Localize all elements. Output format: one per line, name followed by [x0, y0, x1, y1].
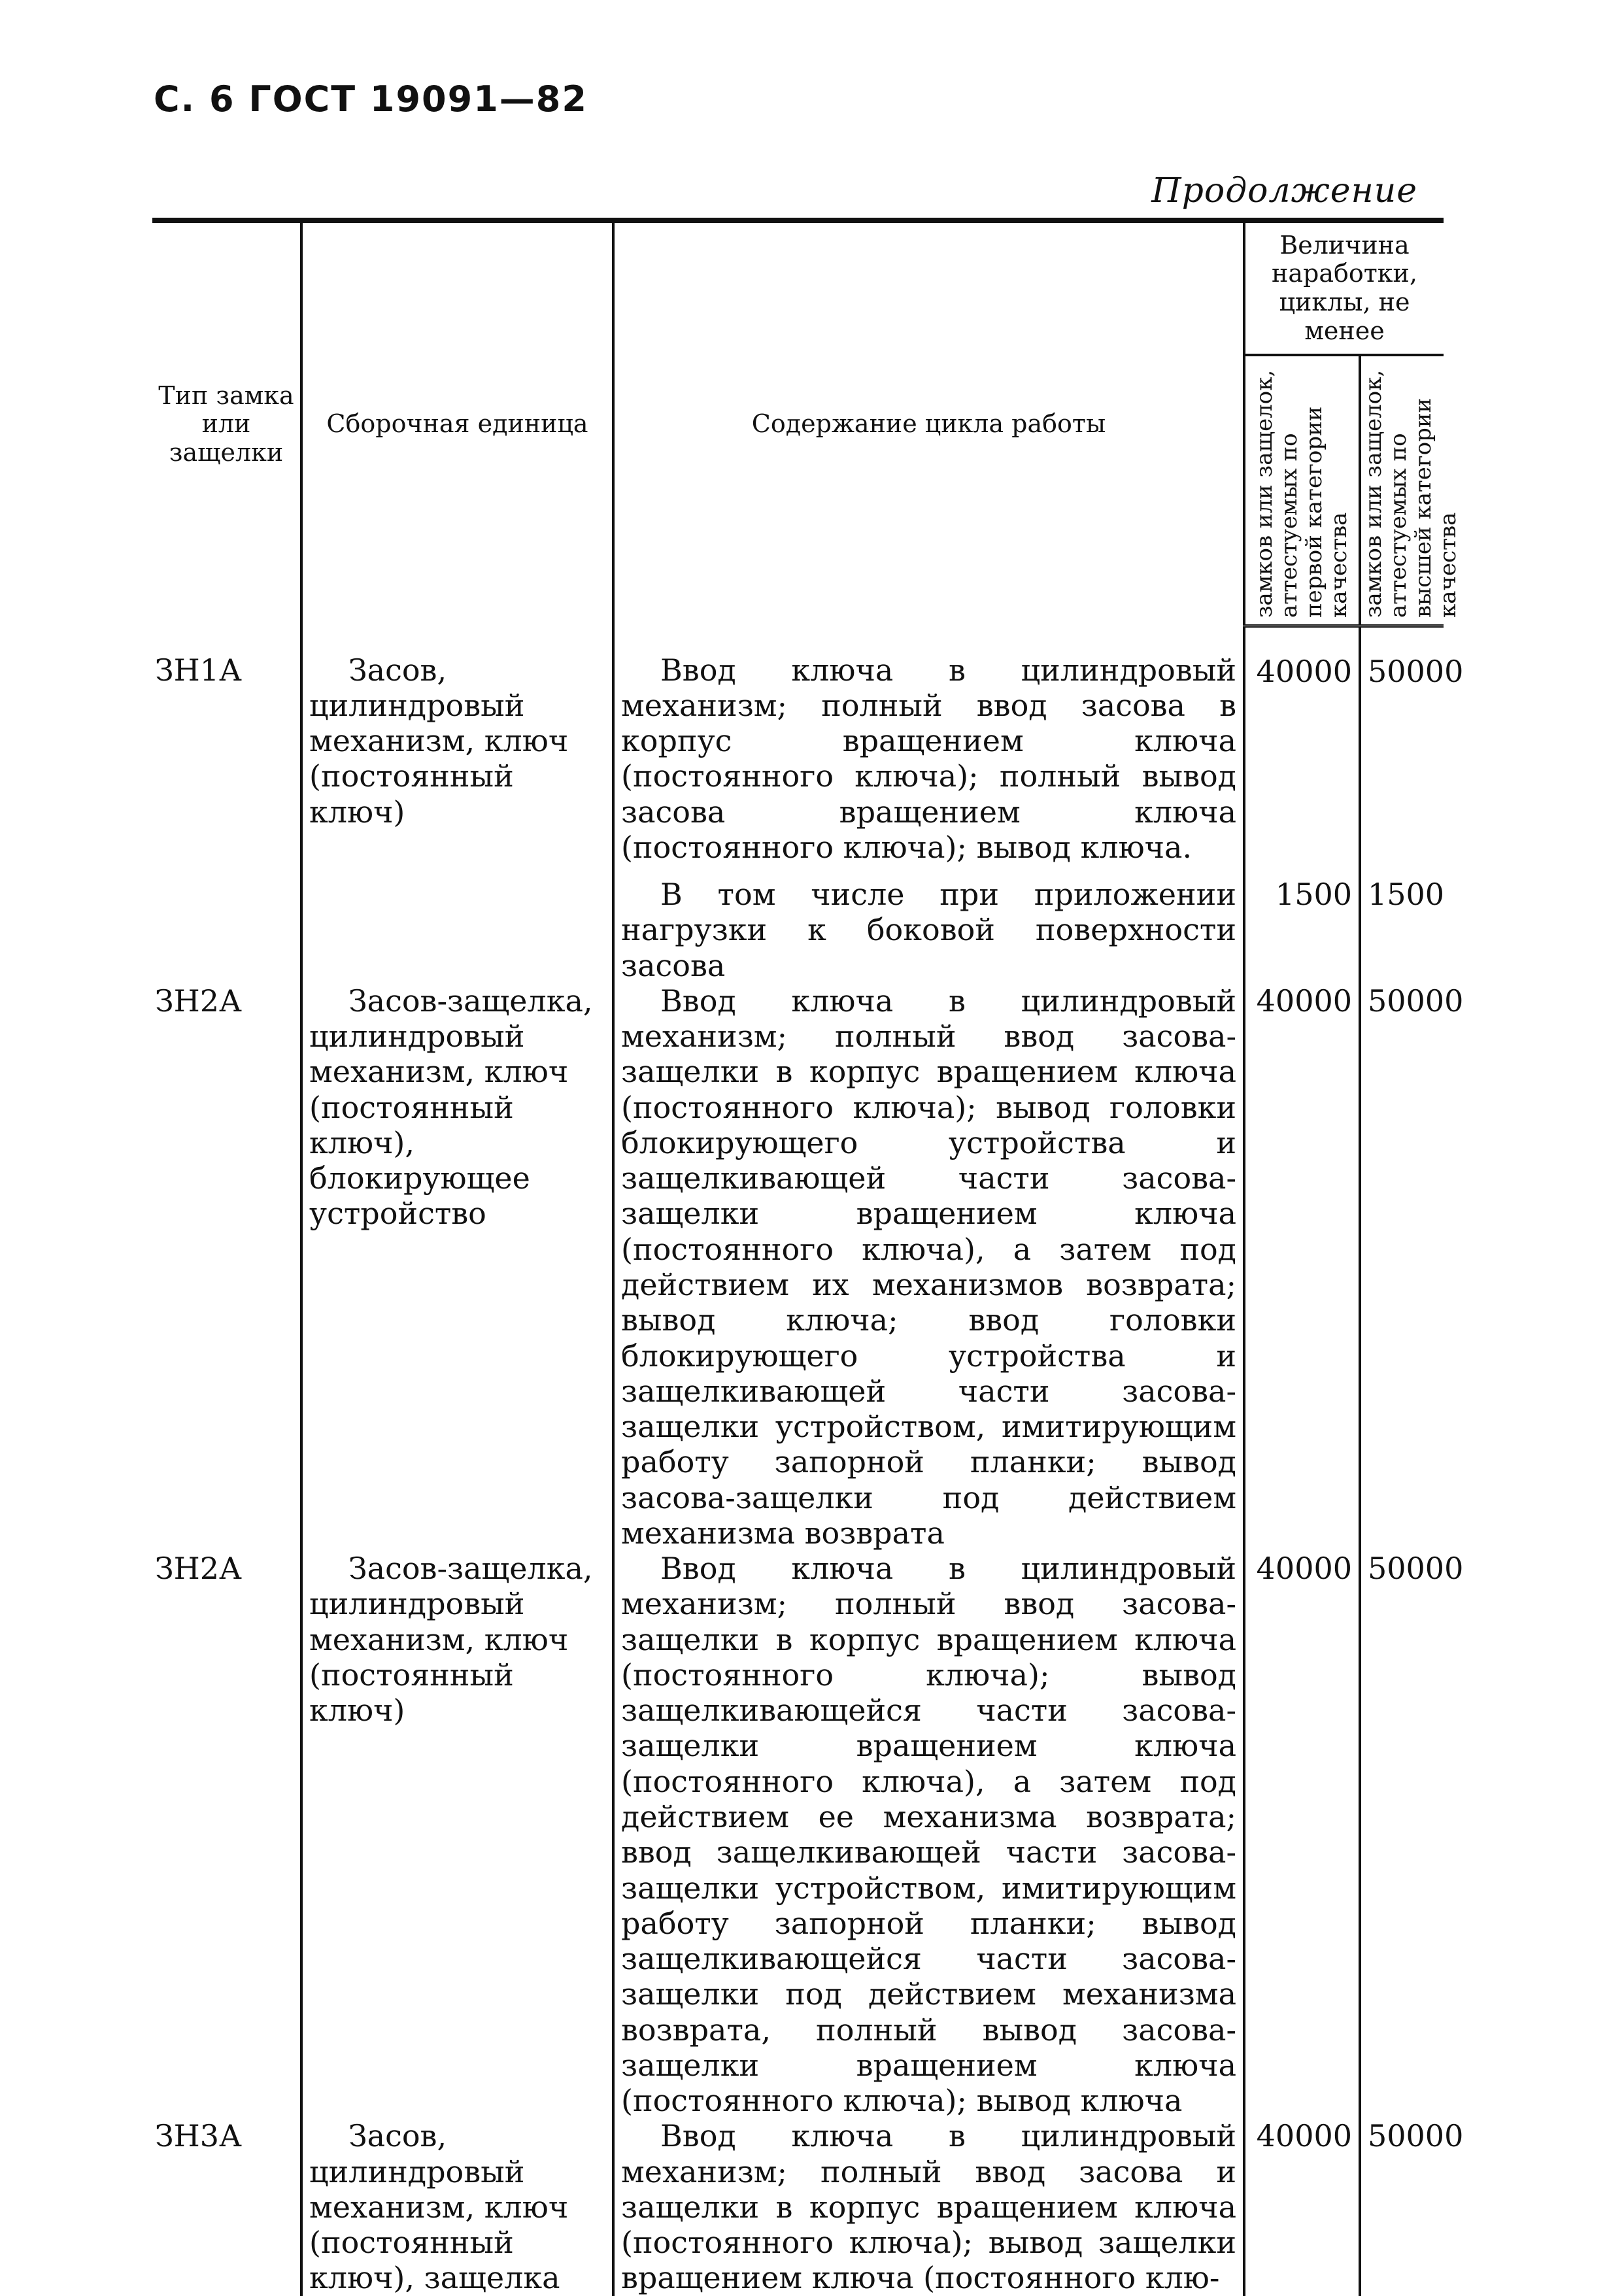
table-row	[152, 626, 1444, 877]
cell-cycle-content-text: В том числе при приложении нагрузки к боковой поверхности засова	[621, 877, 1236, 983]
cell-assembly-unit-text: Засов-защелка, цилиндровый механизм, ключ (постоянный ключ)	[309, 1551, 593, 1729]
cell-cycle-content-text: Ввод ключа в цилиндровый механизм; полный ввод засова-защелки в корпус вращением ключа (постоянного ключа); вывод головки блокирующего устройства и защелкивающей части засова-защелки вращением ключа (постоянного ключа), а затем под действием их механизмов возврата; вывод ключа; ввод головки блокирующего устройства и защелкивающей части засова-защелки устройством, имитирующим работу запорной планки; вывод засова-защелки под действием механизма возврата	[621, 983, 1236, 1551]
header-cycle-content: Содержание цикла работы	[613, 220, 1244, 626]
cell-type: ЗН1А	[152, 626, 301, 877]
header-first-category	[1244, 355, 1360, 626]
cell-highest-category: 50000	[1368, 983, 1464, 1019]
cell-type	[152, 877, 301, 983]
cell-first-category: 1500	[1244, 877, 1360, 983]
continuation-label: Продолжение	[1151, 171, 1417, 211]
cell-assembly-unit	[301, 626, 613, 877]
header-first-category-text: замков или защелок, аттестуемых по первой категории качества	[1251, 369, 1353, 618]
cell-cycle-content	[613, 983, 1244, 1551]
cell-cycle-content	[613, 1551, 1244, 2118]
cell-assembly-unit	[301, 2118, 613, 2295]
cell-highest-category: 1500	[1368, 877, 1445, 913]
cell-highest-category: 50000	[1368, 654, 1464, 689]
cell-assembly-unit-text: Засов-защелка, цилиндровый механизм, ключ (постоянный ключ), блокирующее устройство	[309, 983, 593, 1232]
cell-first-category: 40000	[1244, 626, 1360, 877]
cell-cycle-content	[613, 626, 1244, 877]
cell-highest-category: 50000	[1368, 2118, 1464, 2154]
header-highest-category-text: замков или защелок, аттестуемых по высшей категории качества	[1361, 369, 1462, 618]
cell-cycle-content-text: Ввод ключа в цилиндровый механизм; полный ввод засова и защелки в корпус вращением ключа (постоянного ключа); вывод защелки вращением ключа (постоянного клю-	[621, 2118, 1236, 2296]
cell-cycle-content	[613, 877, 1244, 983]
header-type: Тип замка или защелки	[152, 220, 301, 626]
cell-assembly-unit-text: Засов, цилиндровый механизм, ключ (постоянный ключ), защелка	[309, 2118, 569, 2296]
cell-type: ЗН3А	[152, 2118, 301, 2295]
table-row	[152, 983, 1444, 1551]
cell-cycle-content	[613, 2118, 1244, 2295]
cell-assembly-unit	[301, 1551, 613, 2118]
cell-assembly-unit	[301, 877, 613, 983]
header-cycles-group: Величина наработки, циклы, не менее	[1244, 220, 1444, 355]
cell-first-category: 40000	[1244, 2118, 1360, 2295]
header-highest-category	[1360, 355, 1462, 626]
cell-cycle-content-text: Ввод ключа в цилиндровый механизм; полный ввод засова-защелки в корпус вращением ключа (постоянного ключа); вывод защелкивающейся части засова-защелки вращением ключа (постоянного ключа), а затем под действием ее механизма возврата; ввод защелкивающей части засова-защелки устройством, имитирующим работу запорной планки; вывод защелкивающейся части засова-защелки под действием механизма возврата, полный вывод засова-защелки вращением ключа (постоянного ключа); вывод ключа	[621, 1551, 1236, 2119]
header-assembly-unit: Сборочная единица	[301, 220, 613, 626]
cell-assembly-unit	[301, 983, 613, 1551]
cell-type: ЗН2А	[152, 983, 301, 1551]
table-row	[152, 877, 1444, 983]
cell-first-category: 40000	[1244, 983, 1360, 1551]
cell-type: ЗН2А	[152, 1551, 301, 2118]
page-header: С. 6 ГОСТ 19091—82	[154, 78, 588, 120]
cell-cycle-content-text: Ввод ключа в цилиндровый механизм; полный ввод засова в корпус вращением ключа (постоянного ключа); полный вывод засова вращением ключа (постоянного ключа); вывод ключа.	[621, 652, 1236, 865]
table-row	[152, 2118, 1444, 2295]
table-row	[152, 1551, 1444, 2118]
cell-highest-category: 50000	[1368, 1551, 1464, 1587]
cell-assembly-unit-text: Засов, цилиндровый механизм, ключ (постоянный ключ)	[309, 652, 569, 830]
cell-first-category: 40000	[1244, 1551, 1360, 2118]
table-header	[152, 220, 1462, 626]
requirements-table	[152, 218, 1464, 2296]
